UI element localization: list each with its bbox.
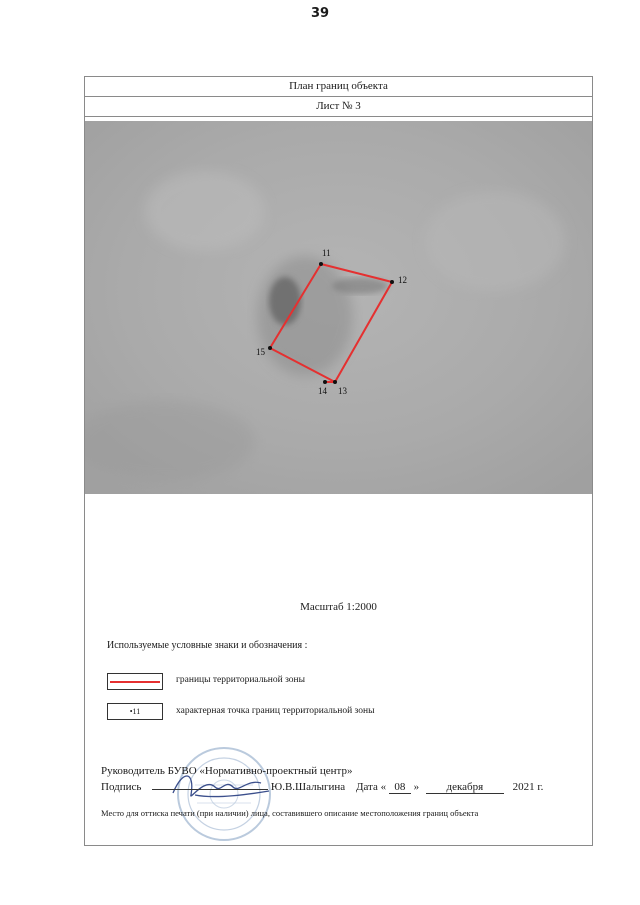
boundary-point-15 (268, 346, 272, 350)
legend-symbol-point (107, 703, 163, 720)
terrain-dark-patch (269, 277, 301, 325)
point-label-14: 14 (318, 386, 327, 396)
boundary-point-13 (333, 380, 337, 384)
sign-label: Подпись (101, 781, 142, 793)
signer-name: Ю.В.Шалыгина (270, 781, 346, 793)
point-label-13: 13 (338, 386, 347, 396)
legend-text-point: характерная точка границ территориальной зоны (176, 706, 375, 716)
date-day: 08 (389, 781, 411, 794)
legend-text-boundary: границы территориальной зоны (176, 675, 306, 685)
terrain-dark-patch (332, 278, 388, 294)
document-title: План границ объекта (85, 77, 592, 97)
date-label: Дата « (355, 781, 387, 793)
point-label-11: 11 (322, 248, 331, 258)
map-scale: Масштаб 1:2000 (300, 601, 377, 613)
terrain-light-patch (425, 191, 565, 291)
map-canvas (85, 121, 592, 494)
page-number: 39 (310, 6, 330, 21)
boundary-point-12 (390, 280, 394, 284)
legend-symbol-boundary (107, 673, 163, 690)
signature-field (152, 789, 268, 790)
point-label-12: 12 (398, 275, 407, 285)
document-frame (84, 76, 593, 846)
signature-row (101, 781, 543, 794)
terrain-light-patch (145, 171, 265, 251)
point-symbol-label: •11 (129, 707, 141, 716)
point-label-15: 15 (256, 347, 265, 357)
organization-head: Руководитель БУВО «Нормативно-проектный центр» (101, 765, 353, 777)
terrain-shade (257, 256, 353, 376)
boundary-point-11 (319, 262, 323, 266)
legend-title: Используемые условные знаки и обозначения : (107, 640, 308, 651)
aerial-map (85, 121, 592, 494)
boundary-point-14 (323, 380, 327, 384)
date-quote-close: » (413, 781, 420, 793)
date-year: 2021 г. (512, 781, 544, 793)
red-line-icon (110, 681, 160, 683)
date-month: декабря (426, 781, 504, 794)
stamp-place-note: Место для оттиска печати (при наличии) лица, составившего описание местоположения границ объекта (101, 808, 479, 818)
sheet-number: Лист № 3 (85, 97, 592, 117)
